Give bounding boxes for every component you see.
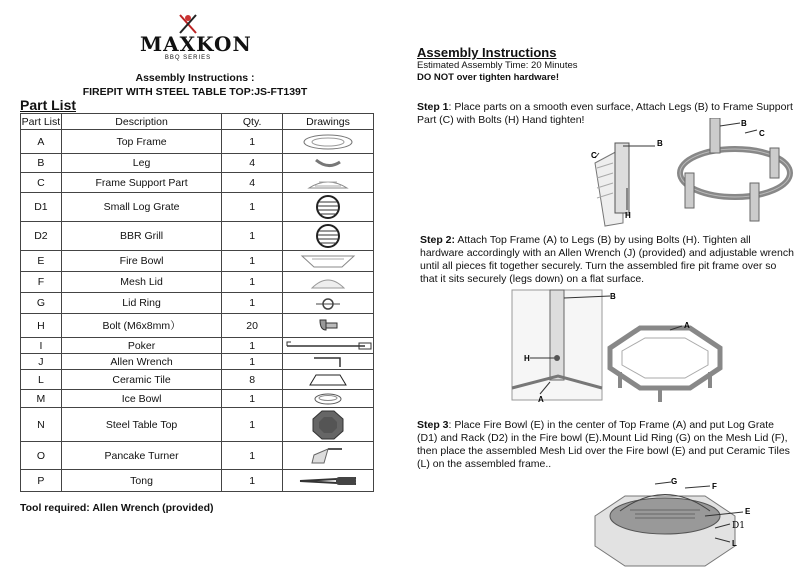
fig-label: G (671, 477, 678, 486)
table-row (21, 173, 374, 193)
part-description: Frame Support Part (61, 173, 221, 193)
poker-icon (283, 340, 373, 352)
part-description: Ice Bowl (61, 390, 221, 408)
part-description: Allen Wrench (61, 354, 221, 370)
lid-ring-icon (308, 295, 348, 311)
fig-label: B (610, 292, 616, 301)
part-qty: 1 (222, 442, 283, 470)
fig-label: A (684, 321, 690, 330)
part-description: Tong (61, 470, 221, 492)
col-header-drawings: Drawings (283, 114, 374, 130)
top-frame-icon (298, 132, 358, 152)
ceramic-tile-icon (306, 372, 350, 388)
table-header-row (21, 114, 374, 130)
part-id: E (21, 251, 62, 272)
fig-label: L (732, 539, 737, 548)
table-row (21, 470, 374, 492)
table-row (21, 390, 374, 408)
fig-label: B (741, 119, 747, 128)
part-id: C (21, 173, 62, 193)
table-row (21, 193, 374, 222)
step-label: Step 2: (420, 234, 456, 246)
fire-bowl-icon (298, 252, 358, 270)
part-id: M (21, 390, 62, 408)
part-qty: 1 (222, 251, 283, 272)
table-row (21, 251, 374, 272)
step2-diagram (510, 288, 735, 406)
part-qty: 1 (222, 354, 283, 370)
step-text: : Place parts on a smooth even surface, Attach Legs (B) to Frame Support Part (C) with Bolts (H) Hand tighten! (417, 101, 793, 126)
part-description: Mesh Lid (61, 272, 221, 293)
estimated-time: Estimated Assembly Time: 20 Minutes (417, 60, 578, 71)
ice-bowl-icon (311, 392, 345, 406)
step-3 (417, 419, 797, 471)
pancake-turner-icon (308, 445, 348, 467)
part-id: I (21, 338, 62, 354)
frame-support-icon (305, 176, 351, 190)
log-grate-icon (313, 194, 343, 220)
part-id: L (21, 370, 62, 390)
part-id: N (21, 408, 62, 442)
part-description: Top Frame (61, 130, 221, 154)
col-header-description: Description (61, 114, 221, 130)
fig-label: E (745, 507, 751, 516)
part-qty: 1 (222, 130, 283, 154)
part-description: Fire Bowl (61, 251, 221, 272)
table-row (21, 442, 374, 470)
table-top-icon (310, 409, 346, 441)
fig-label: A (538, 395, 544, 404)
part-id: H (21, 314, 62, 338)
part-qty: 1 (222, 272, 283, 293)
part-qty: 1 (222, 222, 283, 251)
logo-brand: MAXKON (140, 32, 252, 56)
part-qty: 20 (222, 314, 283, 338)
leg-icon (308, 156, 348, 170)
tool-required-note: Tool required: Allen Wrench (provided) (20, 502, 214, 514)
part-description: Bolt (M6x8mm） (61, 314, 221, 338)
doc-title-line2: FIREPIT WITH STEEL TABLE TOP:JS-FT139T (82, 86, 308, 98)
part-id: D2 (21, 222, 62, 251)
table-row (21, 154, 374, 173)
step-text: Attach Top Frame (A) to Legs (B) by using Bolts (H). Tighten all hardware accordingly with an Allen Wrench (J) (provided) and adjustable wrench until all pieces fit together securely. Turn the assembled fire pit frame over so that it sits securely (legs down) on a flat surface. (420, 234, 794, 285)
bbq-grill-icon (313, 223, 343, 249)
table-row (21, 370, 374, 390)
table-row (21, 272, 374, 293)
part-qty: 1 (222, 390, 283, 408)
part-qty: 1 (222, 293, 283, 314)
part-description: Leg (61, 154, 221, 173)
allen-wrench-icon (308, 355, 348, 369)
fig-label: H (625, 211, 631, 220)
assembly-heading: Assembly Instructions (417, 45, 557, 60)
fig-label: D1 (732, 521, 745, 531)
col-header-part: Part List (21, 115, 61, 128)
doc-title-line1: Assembly Instructions : (135, 72, 255, 84)
step1-diagram (585, 118, 800, 228)
part-description: Lid Ring (61, 293, 221, 314)
fig-label: F (712, 482, 717, 491)
part-description: Steel Table Top (61, 408, 221, 442)
part-id: D1 (21, 193, 62, 222)
part-qty: 8 (222, 370, 283, 390)
tong-icon (296, 474, 360, 488)
table-row (21, 222, 374, 251)
part-description: Ceramic Tile (61, 370, 221, 390)
fig-label: C (591, 151, 597, 160)
table-row (21, 130, 374, 154)
table-row (21, 354, 374, 370)
fig-label: B (657, 139, 663, 148)
mesh-lid-icon (308, 274, 348, 290)
part-qty: 4 (222, 154, 283, 173)
part-qty: 1 (222, 338, 283, 354)
part-qty: 1 (222, 408, 283, 442)
step3-diagram (575, 476, 765, 571)
parts-table (20, 113, 374, 492)
maxkon-logo (140, 12, 252, 72)
table-row (21, 293, 374, 314)
fig-label: C (759, 129, 765, 138)
bolt-icon (316, 316, 340, 336)
part-description: Poker (61, 338, 221, 354)
part-id: F (21, 272, 62, 293)
part-id: A (21, 130, 62, 154)
step-text: : Place Fire Bowl (E) in the center of Top Frame (A) and put Log Grate (D1) and Rack (D2) in the Fire bowl (E).Mount Lid Ring (G) on the Mesh Lid (F), then place the assembled Mesh Lid over the Fire bowl (E) and put Ceramic Tiles (L) on the assembled frame.. (417, 419, 790, 470)
step-label: Step 3 (417, 419, 449, 431)
step-label: Step 1 (417, 101, 449, 113)
fig-label: H (524, 354, 530, 363)
part-description: BBR Grill (61, 222, 221, 251)
table-row (21, 314, 374, 338)
part-qty: 1 (222, 470, 283, 492)
part-id: J (21, 354, 62, 370)
part-description: Small Log Grate (61, 193, 221, 222)
part-id: P (21, 470, 62, 492)
step-2 (420, 234, 795, 286)
warning-text: DO NOT over tighten hardware! (417, 72, 559, 83)
part-list-heading: Part List (20, 97, 77, 113)
part-id: O (21, 442, 62, 470)
table-row (21, 338, 374, 354)
logo-subtitle: BBQ SERIES (164, 55, 212, 61)
col-header-qty: Qty. (222, 114, 283, 130)
grill-utensils-icon (140, 12, 236, 36)
table-row (21, 408, 374, 442)
part-description: Pancake Turner (61, 442, 221, 470)
part-qty: 4 (222, 173, 283, 193)
part-id: B (21, 154, 62, 173)
part-id: G (21, 293, 62, 314)
part-qty: 1 (222, 193, 283, 222)
